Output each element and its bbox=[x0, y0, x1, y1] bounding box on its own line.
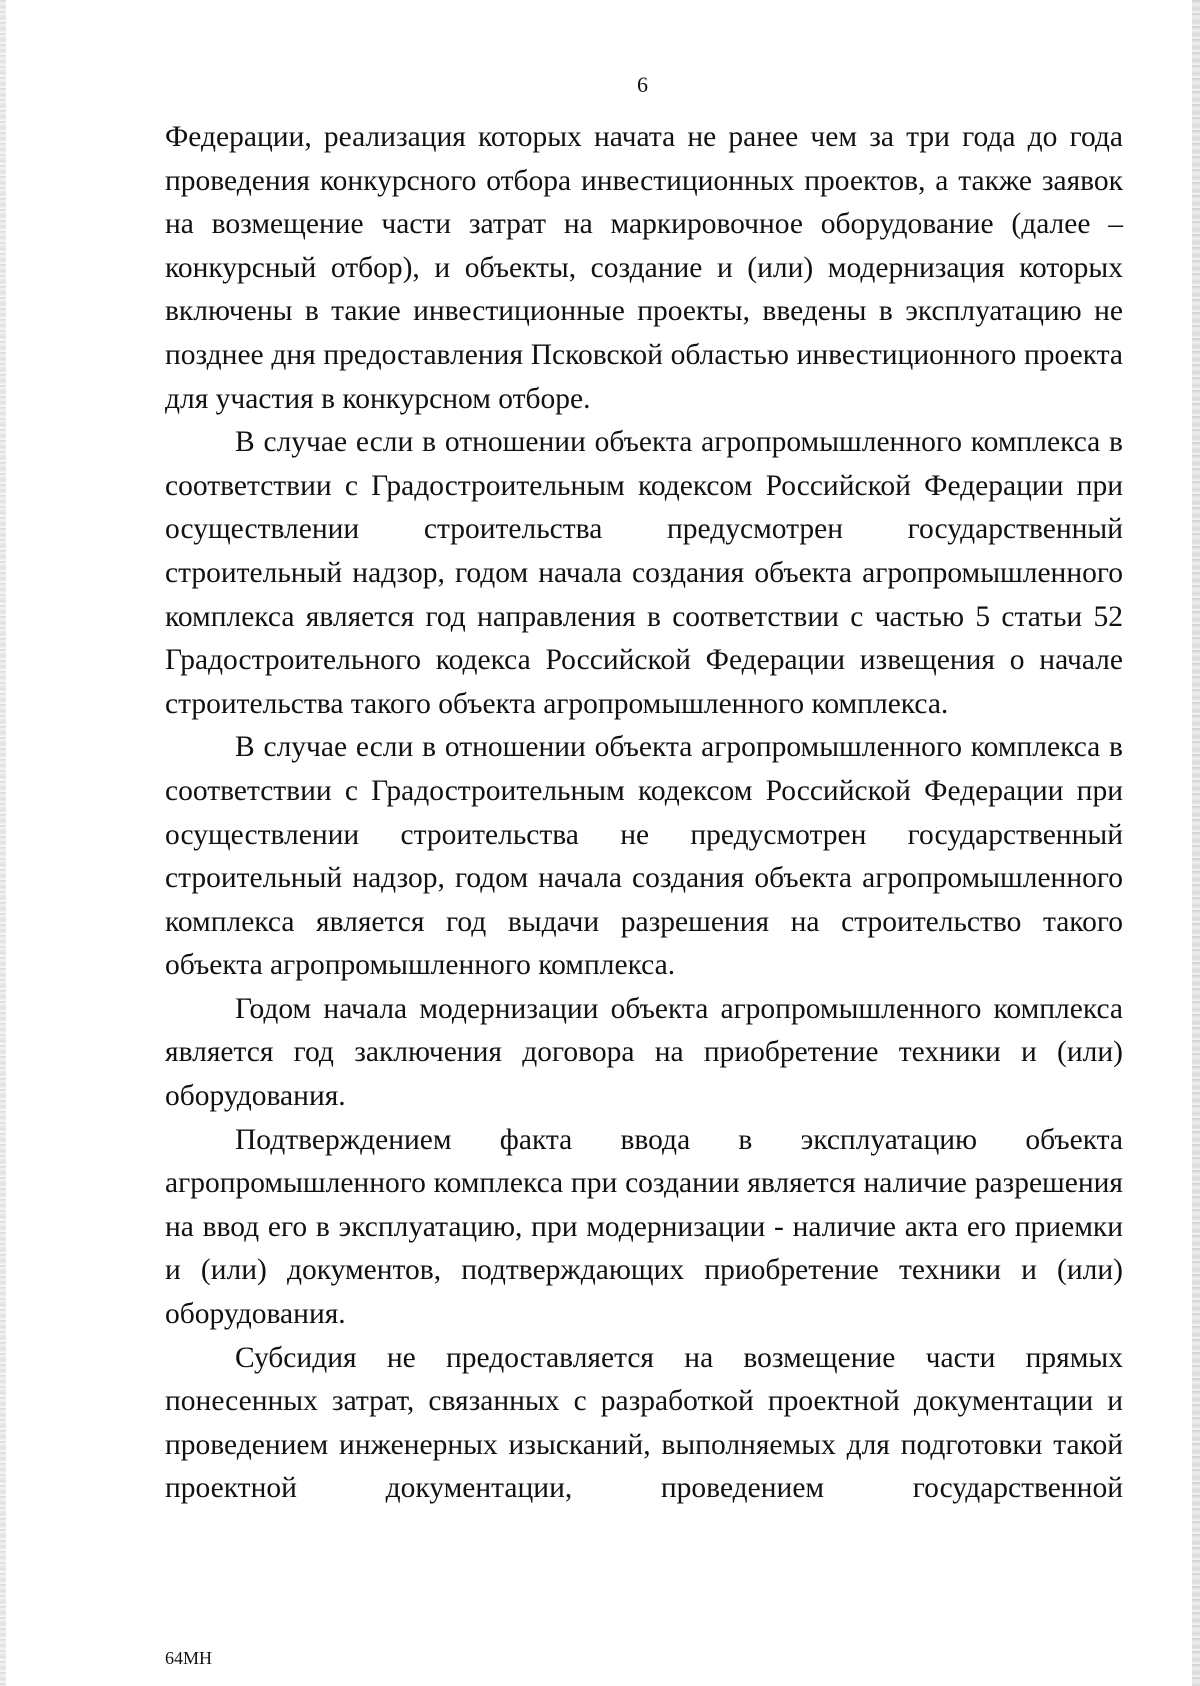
paragraph-subsidy-exclusion: Субсидия не предоставляется на возмещение части прямых понесенных затрат, связанных с разработкой проектной документации и проведением инженерных изысканий, выполняемых для подготовки такой проектной документации, проведением государственной bbox=[165, 1341, 1123, 1505]
paragraph-modernization-year: Годом начала модернизации объекта агропромышленного комплекса является год заключения договора на приобретение техники и (или) оборудования. bbox=[165, 992, 1123, 1113]
paragraph-commissioning-confirmation: Подтверждением факта ввода в эксплуатацию объекта агропромышленного комплекса при создании является наличие разрешения на ввод его в эксплуатацию, при модернизации - наличие акта его приемки и (или) документов, подтверждающих приобретение техники и (или) оборудования. bbox=[165, 1123, 1123, 1331]
footer-document-code: 64МН bbox=[165, 1648, 213, 1668]
paragraph-state-supervision: В случае если в отношении объекта агропромышленного комплекса в соответствии с Градостроительным кодексом Российской Федерации при осуществлении строительства предусмотрен государственный строительный надзор, годом начала создания объекта агропромышленного комплекса является год направления в соответствии с частью 5 статьи 52 Градостроительного кодекса Российской Федерации извещения о начале строительства такого объекта агропромышленного комплекса. bbox=[165, 426, 1123, 720]
document-body bbox=[165, 116, 1123, 1511]
page-number: 6 bbox=[637, 72, 648, 97]
scan-edge-right bbox=[1192, 0, 1200, 1686]
paragraph-no-state-supervision: В случае если в отношении объекта агропромышленного комплекса в соответствии с Градостроительным кодексом Российской Федерации при осуществлении строительства не предусмотрен государственный строительный надзор, годом начала создания объекта агропромышленного комплекса является год выдачи разрешения на строительство такого объекта агропромышленного комплекса. bbox=[165, 731, 1123, 982]
scan-edge-left bbox=[0, 0, 6, 1686]
paragraph-continuation: Федерации, реализация которых начата не ранее чем за три года до года проведения конкурсного отбора инвестиционных проектов, а также заявок на возмещение части затрат на маркировочное оборудование (далее – конкурсный отбор), и объекты, создание и (или) модернизация которых включены в такие инвестиционные проекты, введены в эксплуатацию не позднее дня предоставления Псковской областью инвестиционного проекта для участия в конкурсном отборе. bbox=[165, 121, 1123, 415]
